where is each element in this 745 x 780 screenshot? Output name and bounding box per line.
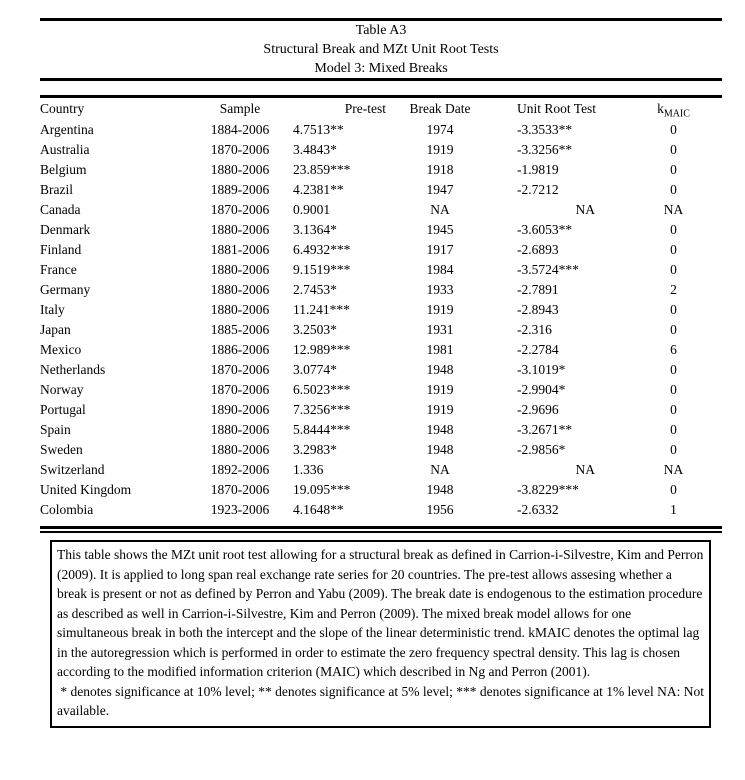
header-unit-root-test: Unit Root Test: [517, 101, 597, 116]
cell-break-date: 1919: [426, 302, 454, 317]
cell-sample: 1870-2006: [210, 362, 270, 377]
cell-break-date: 1948: [426, 422, 454, 437]
cell-k-maic: 0: [670, 122, 677, 137]
cell-country: Norway: [40, 382, 84, 397]
table-row: [40, 360, 722, 380]
table-titles: [40, 21, 722, 78]
cell-break-date: 1919: [426, 142, 454, 157]
cell-k-maic: 0: [670, 362, 677, 377]
cell-unit-root: NA: [575, 202, 595, 217]
table-row: [40, 240, 722, 260]
cell-unit-root: -2.9696: [517, 402, 559, 417]
cell-k-maic: 0: [670, 182, 677, 197]
cell-break-date: 1919: [426, 402, 454, 417]
k-subscript: MAIC: [663, 108, 690, 120]
cell-k-maic: 0: [670, 262, 677, 277]
cell-unit-root: -3.3256**: [517, 142, 573, 157]
cell-sample: 1870-2006: [210, 382, 270, 397]
cell-break-date: 1933: [426, 282, 454, 297]
cell-k-maic: 0: [670, 222, 677, 237]
table-row: [40, 420, 722, 440]
cell-unit-root: -2.8943: [517, 302, 559, 317]
cell-sample: 1880-2006: [210, 422, 270, 437]
cell-country: Switzerland: [40, 462, 105, 477]
cell-k-maic: NA: [663, 202, 684, 217]
header-k-maic: [625, 101, 722, 120]
cell-break-date: 1956: [426, 502, 454, 517]
cell-pretest: 3.4843*: [293, 142, 337, 157]
cell-country: Germany: [40, 282, 91, 297]
table-row: [40, 340, 722, 360]
cell-break-date: 1948: [426, 482, 454, 497]
cell-k-maic: 1: [670, 502, 677, 517]
cell-pretest: 3.0774*: [293, 362, 337, 377]
cell-sample: 1886-2006: [210, 342, 270, 357]
cell-sample: 1880-2006: [210, 262, 270, 277]
table-bottom-double-rule: [40, 526, 722, 533]
cell-sample: 1884-2006: [210, 122, 270, 137]
results-table: [40, 98, 722, 520]
table-notes-box: [50, 540, 711, 728]
cell-sample: 1892-2006: [210, 462, 270, 477]
cell-break-date: 1931: [426, 322, 454, 337]
cell-pretest: 2.7453*: [293, 282, 337, 297]
table-title: Structural Break and MZt Unit Root Tests: [263, 42, 499, 57]
table-a3-block: [40, 0, 722, 728]
cell-break-date: NA: [430, 202, 450, 217]
table-row: [40, 260, 722, 280]
cell-break-date: 1919: [426, 382, 454, 397]
cell-country: Finland: [40, 242, 82, 257]
cell-break-date: 1947: [426, 182, 454, 197]
cell-break-date: 1974: [426, 122, 454, 137]
cell-unit-root: -3.3533**: [517, 122, 573, 137]
cell-unit-root: -2.6893: [517, 242, 559, 257]
cell-pretest: 9.1519***: [293, 262, 351, 277]
cell-pretest: 1.336: [293, 462, 324, 477]
table-row: [40, 380, 722, 400]
cell-sample: 1889-2006: [210, 182, 270, 197]
cell-sample: 1880-2006: [210, 302, 270, 317]
cell-unit-root: -2.316: [517, 322, 552, 337]
table-row: [40, 220, 722, 240]
cell-break-date: 1948: [426, 442, 454, 457]
cell-sample: 1880-2006: [210, 282, 270, 297]
cell-country: Portugal: [40, 402, 86, 417]
cell-unit-root: -2.6332: [517, 502, 559, 517]
cell-k-maic: 0: [670, 142, 677, 157]
cell-sample: 1881-2006: [210, 242, 270, 257]
cell-sample: 1890-2006: [210, 402, 270, 417]
cell-k-maic: 0: [670, 242, 677, 257]
cell-pretest: 4.1648**: [293, 502, 344, 517]
cell-sample: 1870-2006: [210, 202, 270, 217]
cell-pretest: 6.4932***: [293, 242, 351, 257]
cell-sample: 1880-2006: [210, 442, 270, 457]
table-row: [40, 180, 722, 200]
header-pretest: Pre-test: [344, 101, 386, 116]
table-row: [40, 500, 722, 520]
cell-country: Denmark: [40, 222, 91, 237]
cell-break-date: 1918: [426, 162, 454, 177]
cell-unit-root: -2.7891: [517, 282, 559, 297]
cell-country: Netherlands: [40, 362, 106, 377]
cell-unit-root: -3.2671**: [517, 422, 573, 437]
cell-k-maic: 0: [670, 382, 677, 397]
cell-break-date: NA: [430, 462, 450, 477]
cell-pretest: 5.8444***: [293, 422, 351, 437]
cell-unit-root: -2.9856*: [517, 442, 566, 457]
table-row: [40, 480, 722, 500]
cell-pretest: 4.7513**: [293, 122, 344, 137]
cell-break-date: 1948: [426, 362, 454, 377]
cell-country: Australia: [40, 142, 90, 157]
cell-country: Sweden: [40, 442, 83, 457]
cell-sample: 1870-2006: [210, 142, 270, 157]
cell-unit-root: -3.5724***: [517, 262, 579, 277]
cell-pretest: 4.2381**: [293, 182, 344, 197]
header-break-date: Break Date: [409, 101, 471, 116]
cell-pretest: 23.859***: [293, 162, 351, 177]
table-row: [40, 460, 722, 480]
cell-country: Brazil: [40, 182, 73, 197]
cell-country: Belgium: [40, 162, 87, 177]
cell-k-maic: 0: [670, 162, 677, 177]
table-subtitle: Model 3: Mixed Breaks: [314, 61, 448, 76]
cell-pretest: 3.1364*: [293, 222, 337, 237]
note-paragraph-main: This table shows the MZt unit root test allowing for a structural break as defined in Carrion-i-Silvestre, Kim and Perron (2009). It is applied to long span real exchange rate series for 20 countries. The pre-test allows assesing whether a break is present or not as defined by Perron and Yabu (2009). The break date is endogenous to the estimation procedure as described as well in Carrion-i-Silvestre, Kim and Perron (2009). The mixed break model allows for one simultaneous break in both the intercept and the slope of the linear deterministic trend. kMAIC denotes the optimal lag in the autoregression which is performed in order to estimate the zero frequency spectral density. This lag is chosen according to the modified information criterion (MAIC) which described in Ng and Perron (2001).: [57, 547, 707, 679]
cell-break-date: 1945: [426, 222, 454, 237]
cell-country: Japan: [40, 322, 71, 337]
table-row: [40, 140, 722, 160]
cell-k-maic: 0: [670, 482, 677, 497]
cell-pretest: 3.2503*: [293, 322, 337, 337]
cell-pretest: 6.5023***: [293, 382, 351, 397]
table-row: [40, 300, 722, 320]
table-row: [40, 200, 722, 220]
cell-country: Canada: [40, 202, 81, 217]
cell-country: Mexico: [40, 342, 82, 357]
table-body: [40, 120, 722, 520]
cell-unit-root: -2.2784: [517, 342, 559, 357]
cell-break-date: 1981: [426, 342, 454, 357]
table-row: [40, 400, 722, 420]
cell-sample: 1923-2006: [210, 502, 270, 517]
cell-k-maic: 0: [670, 302, 677, 317]
table-row: [40, 160, 722, 180]
cell-pretest: 3.2983*: [293, 442, 337, 457]
table-number: Table A3: [355, 23, 407, 38]
cell-unit-root: -2.9904*: [517, 382, 566, 397]
cell-country: Italy: [40, 302, 65, 317]
header-sample: Sample: [219, 101, 261, 116]
cell-k-maic: 6: [670, 342, 677, 357]
cell-unit-root: NA: [575, 462, 595, 477]
cell-sample: 1885-2006: [210, 322, 270, 337]
cell-sample: 1880-2006: [210, 162, 270, 177]
cell-pretest: 19.095***: [293, 482, 351, 497]
cell-country: Argentina: [40, 122, 94, 137]
table-row: [40, 440, 722, 460]
header-country: Country: [40, 101, 85, 116]
cell-unit-root: -3.6053**: [517, 222, 573, 237]
cell-k-maic: 0: [670, 322, 677, 337]
cell-sample: 1880-2006: [210, 222, 270, 237]
cell-pretest: 11.241***: [293, 302, 350, 317]
cell-unit-root: -1.9819: [517, 162, 559, 177]
cell-pretest: 7.3256***: [293, 402, 351, 417]
cell-unit-root: -3.8229***: [517, 482, 579, 497]
table-row: [40, 280, 722, 300]
cell-unit-root: -2.7212: [517, 182, 559, 197]
k-base: k: [657, 101, 664, 116]
cell-break-date: 1917: [426, 242, 454, 257]
table-row: [40, 120, 722, 140]
cell-k-maic: 0: [670, 422, 677, 437]
cell-k-maic: NA: [663, 462, 684, 477]
cell-k-maic: 2: [670, 282, 677, 297]
cell-k-maic: 0: [670, 402, 677, 417]
note-paragraph-significance: * denotes significance at 10% level; ** denotes significance at 5% level; *** denotes significance at 1% level NA: Not available.: [57, 683, 708, 718]
cell-unit-root: -3.1019*: [517, 362, 566, 377]
cell-country: United Kingdom: [40, 482, 132, 497]
cell-pretest: 0.9001: [293, 202, 331, 217]
cell-country: France: [40, 262, 77, 277]
cell-sample: 1870-2006: [210, 482, 270, 497]
table-row: [40, 320, 722, 340]
table-header-row: [40, 98, 722, 120]
cell-break-date: 1984: [426, 262, 454, 277]
cell-pretest: 12.989***: [293, 342, 351, 357]
cell-country: Spain: [40, 422, 71, 437]
cell-country: Colombia: [40, 502, 94, 517]
cell-k-maic: 0: [670, 442, 677, 457]
